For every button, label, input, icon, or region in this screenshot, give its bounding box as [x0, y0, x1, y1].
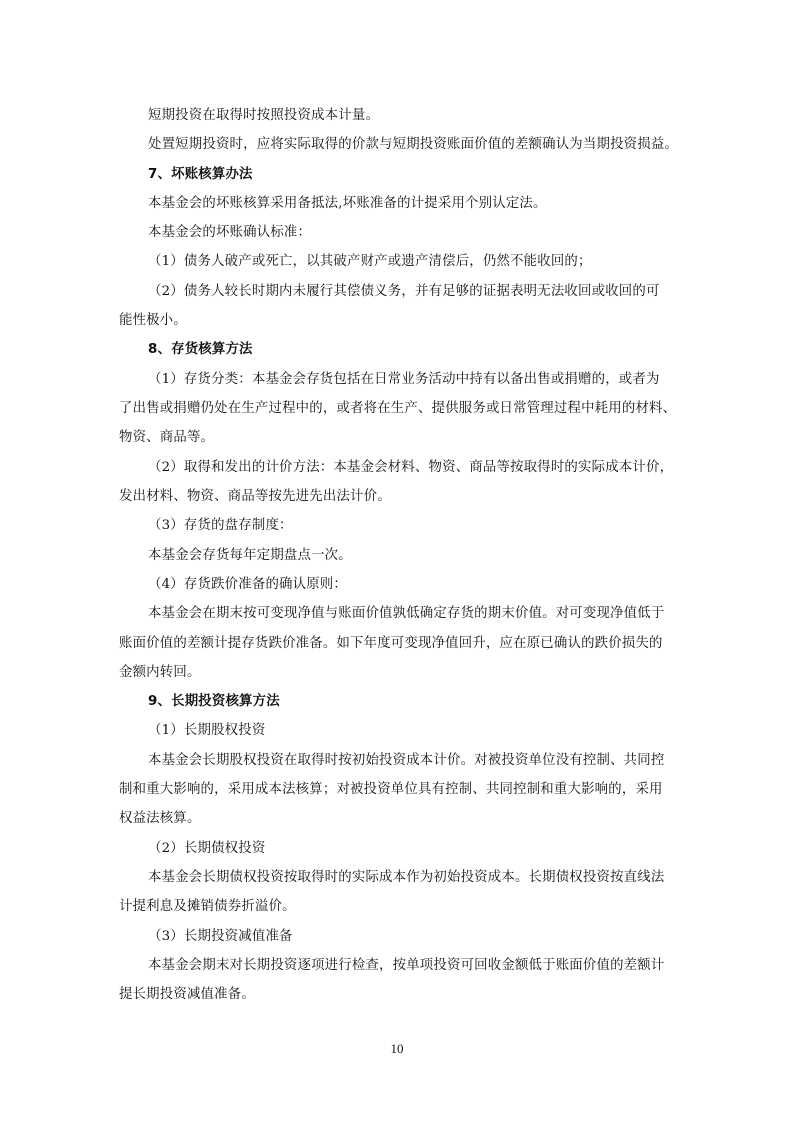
text-line: （3）长期投资减值准备 [148, 929, 293, 944]
text-line: 制和重大影响的，采用成本法核算；对被投资单位具有控制、共同控制和重大影响的，采用 [119, 782, 663, 797]
text-line: 本基金会长期股权投资在取得时按初始投资成本计价。对被投资单位没有控制、共同控 [148, 753, 665, 768]
section-heading-9: 9、长期投资核算方法 [148, 694, 280, 709]
text-line: 能性极小。 [119, 313, 187, 328]
text-line: 了出售或捐赠仍处在生产过程中的，或者将在生产、提供服务或日常管理过程中耗用的材料、 [119, 401, 677, 416]
text-line: 权益法核算。 [119, 811, 201, 826]
text-line: （2）债务人较长时期内未履行其偿债义务，并有足够的证据表明无法收回或收回的可 [148, 284, 660, 299]
text-line: 处置短期投资时，应将实际取得的价款与短期投资账面价值的差额确认为当期投资损益。 [148, 137, 679, 152]
section-heading-7: 7、坏账核算办法 [148, 167, 253, 182]
text-line: （2）取得和发出的计价方法：本基金会材料、物资、商品等按取得时的实际成本计价， [148, 460, 674, 475]
text-line: 本基金会期末对长期投资逐项进行检查，按单项投资可回收金额低于账面价值的差额计 [148, 958, 665, 973]
text-line: （3）存货的盘存制度： [148, 518, 293, 533]
text-line: 提长期投资减值准备。 [119, 987, 255, 1002]
page-number: 10 [390, 1041, 404, 1056]
section-heading-8: 8、存货核算方法 [148, 342, 253, 357]
text-line: 本基金会的坏账确认标准： [148, 225, 312, 240]
text-line: （1）存货分类：本基金会存货包括在日常业务活动中持有以备出售或捐赠的，或者为 [148, 372, 660, 387]
text-line: （2）长期债权投资 [148, 841, 266, 856]
text-line: 计提利息及摊销债券折溢价。 [119, 899, 296, 914]
text-line: 物资、商品等。 [119, 430, 215, 445]
text-line: 本基金会在期末按可变现净值与账面价值孰低确定存货的期末价值。对可变现净值低于 [148, 606, 665, 621]
text-line: 本基金会存货每年定期盘点一次。 [148, 548, 352, 563]
text-line: （4）存货跌价准备的确认原则： [148, 577, 347, 592]
text-line: 金额内转回。 [119, 665, 201, 680]
text-line: 发出材料、物资、商品等按先进先出法计价。 [119, 489, 391, 504]
text-line: 账面价值的差额计提存货跌价准备。如下年度可变现净值回升，应在原已确认的跌价损失的 [119, 636, 663, 651]
text-line: （1）长期股权投资 [148, 723, 266, 738]
text-line: 本基金会长期债权投资按取得时的实际成本作为初始投资成本。长期债权投资按直线法 [148, 870, 665, 885]
text-line: 短期投资在取得时按照投资成本计量。 [148, 108, 380, 123]
text-line: （1）债务人破产或死亡，以其破产财产或遗产清偿后，仍然不能收回的； [148, 254, 592, 269]
text-line: 本基金会的坏账核算采用备抵法,坏账准备的计提采用个别认定法。 [148, 196, 547, 211]
